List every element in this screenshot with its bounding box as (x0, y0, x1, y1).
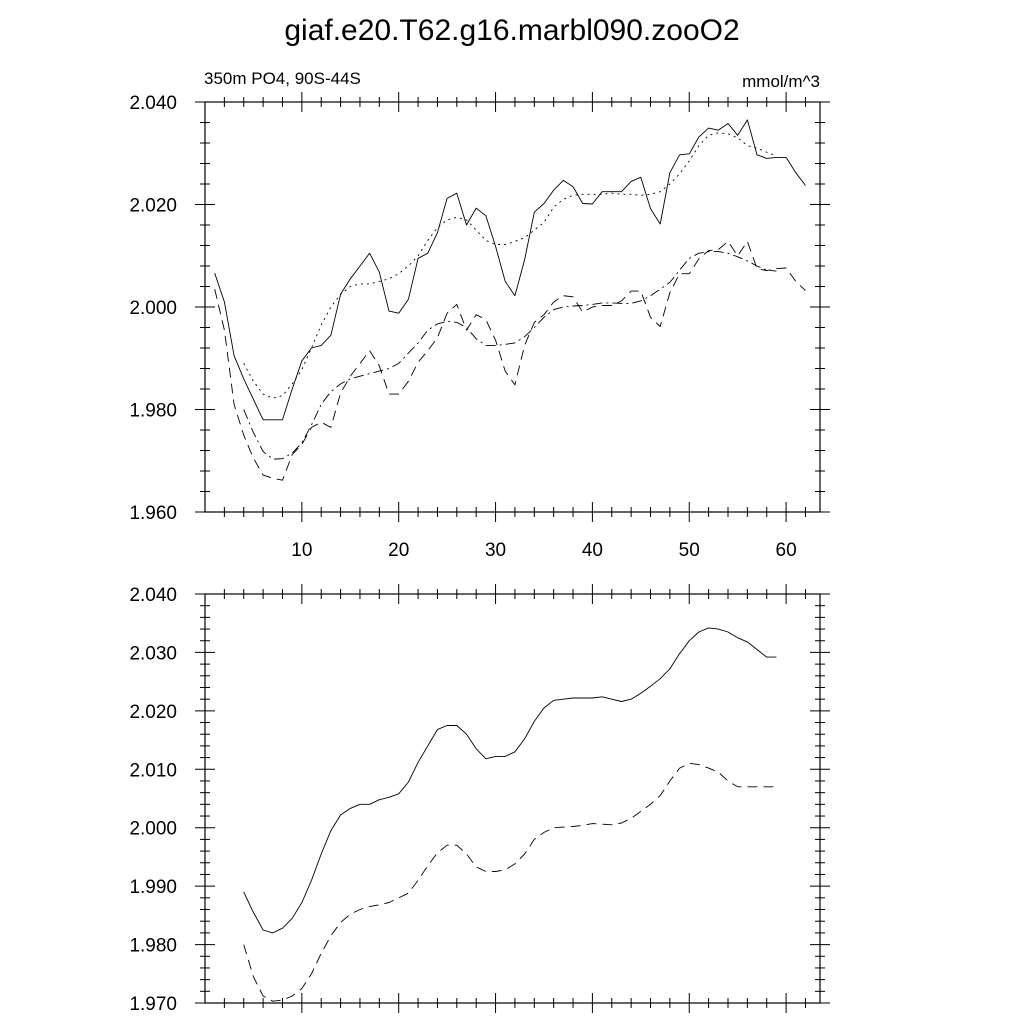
chart-title: giaf.e20.T62.g16.marbl090.zooO2 (284, 14, 740, 47)
panel-2-smoothed-timeseries (129, 584, 830, 1015)
series-line-dashed (215, 241, 806, 480)
x-tick-label: 40 (581, 540, 603, 561)
y-tick-label: 2.010 (129, 760, 177, 782)
x-tick-label: 20 (388, 540, 410, 561)
y-tick-label: 2.040 (129, 585, 177, 606)
y-tick-label: 1.980 (129, 935, 177, 957)
plot-frame (205, 102, 820, 512)
series-line-dotted (244, 133, 777, 398)
y-tick-label: 2.020 (129, 195, 177, 217)
y-tick-label: 2.000 (129, 298, 177, 319)
x-tick-label: 10 (291, 540, 313, 561)
series-line-solid (244, 628, 777, 933)
x-tick-label: 60 (775, 540, 797, 561)
y-tick-label: 2.000 (129, 818, 177, 840)
panel-1-units-label: mmol/m^3 (742, 72, 820, 91)
series-line-solid (215, 120, 806, 420)
x-tick-label: 50 (678, 540, 700, 561)
panel-1-variable-label: 350m PO4, 90S-44S (204, 69, 361, 88)
series-line-dashdot (244, 252, 777, 460)
y-tick-label: 2.040 (129, 93, 177, 114)
series-line-dashed (244, 763, 777, 1001)
plot-frame (205, 594, 820, 1003)
y-tick-label: 1.970 (129, 994, 177, 1015)
x-tick-label: 30 (484, 540, 507, 561)
y-tick-label: 2.020 (129, 701, 177, 723)
panel-1-timeseries (129, 92, 830, 561)
y-tick-label: 1.960 (129, 503, 177, 524)
y-tick-label: 1.990 (129, 877, 177, 899)
y-tick-label: 1.980 (129, 400, 177, 422)
y-tick-label: 2.030 (129, 643, 177, 665)
